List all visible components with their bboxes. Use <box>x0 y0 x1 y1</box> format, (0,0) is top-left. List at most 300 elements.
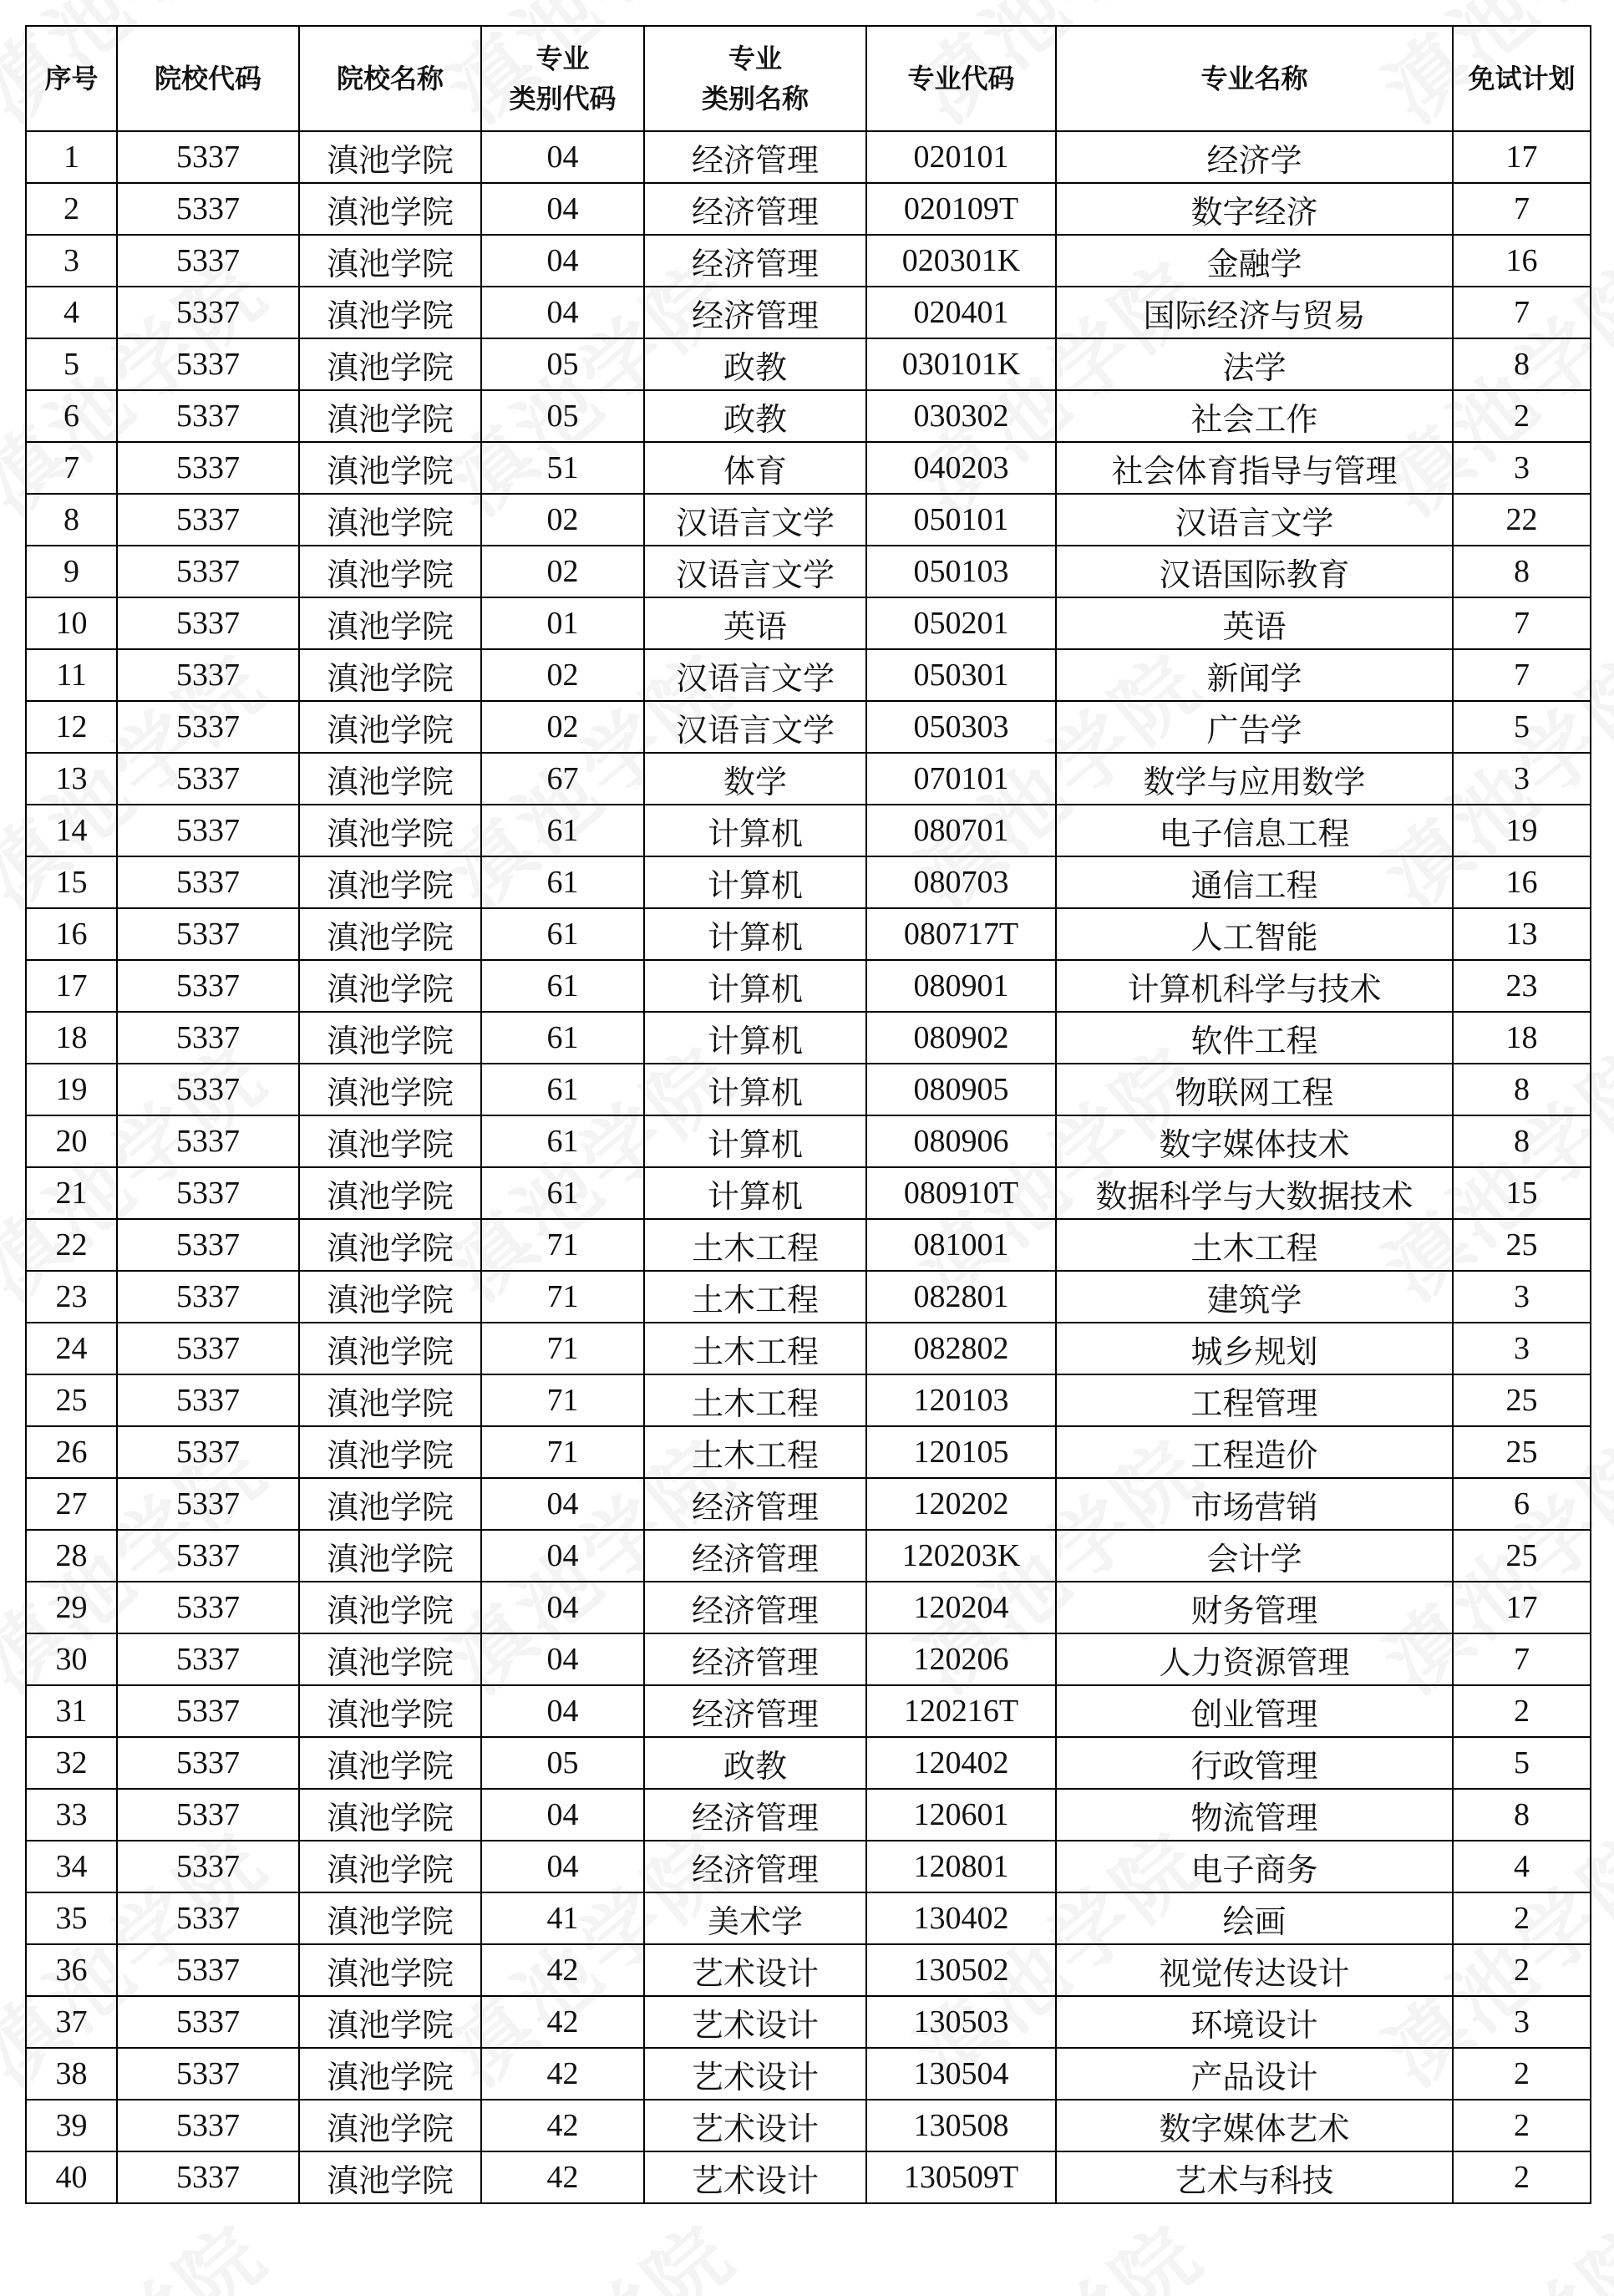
school-name-cell: 滇池学院 <box>299 856 481 908</box>
table-row <box>26 546 1591 597</box>
major-name-cell: 人工智能 <box>1056 908 1453 960</box>
major-code-cell: 080910T <box>866 1167 1056 1219</box>
school-code-cell: 5337 <box>117 131 299 183</box>
category-code-cell: 02 <box>481 701 644 753</box>
school-code-cell: 5337 <box>117 1685 299 1737</box>
school-name-cell: 滇池学院 <box>299 1582 481 1633</box>
plan-cell: 2 <box>1453 1892 1591 1944</box>
school-code-cell: 5337 <box>117 1789 299 1841</box>
category-name-cell: 土木工程 <box>644 1323 866 1374</box>
category-code-cell: 61 <box>481 856 644 908</box>
table-row <box>26 1685 1591 1737</box>
school-code-cell: 5337 <box>117 1582 299 1633</box>
table-row <box>26 1478 1591 1530</box>
major-code-cell: 050201 <box>866 597 1056 649</box>
school-code-cell: 5337 <box>117 1167 299 1219</box>
major-code-cell: 020109T <box>866 183 1056 235</box>
seq-cell: 18 <box>26 1012 117 1064</box>
major-name-cell: 数据科学与大数据技术 <box>1056 1167 1453 1219</box>
category-code-cell: 61 <box>481 908 644 960</box>
major-code-cell: 120206 <box>866 1633 1056 1685</box>
seq-cell: 21 <box>26 1167 117 1219</box>
watermark-text <box>0 2193 287 2296</box>
major-name-cell: 电子信息工程 <box>1056 805 1453 856</box>
table-row <box>26 1892 1591 1944</box>
major-code-cell: 120202 <box>866 1478 1056 1530</box>
category-code-cell: 05 <box>481 390 644 442</box>
table-row <box>26 1374 1591 1426</box>
table-row <box>26 1789 1591 1841</box>
table-header <box>26 26 1591 131</box>
category-name-cell: 艺术设计 <box>644 2048 866 2100</box>
category-name-cell: 土木工程 <box>644 1271 866 1323</box>
plan-cell: 7 <box>1453 183 1591 235</box>
school-name-cell: 滇池学院 <box>299 494 481 546</box>
school-code-cell: 5337 <box>117 1064 299 1115</box>
plan-cell: 8 <box>1453 546 1591 597</box>
major-name-cell: 视觉传达设计 <box>1056 1944 1453 1996</box>
table-row <box>26 1996 1591 2048</box>
school-code-cell: 5337 <box>117 287 299 338</box>
major-code-cell: 080703 <box>866 856 1056 908</box>
major-name-cell: 数学与应用数学 <box>1056 753 1453 805</box>
major-code-cell: 080902 <box>866 1012 1056 1064</box>
plan-cell: 22 <box>1453 494 1591 546</box>
major-name-cell: 金融学 <box>1056 235 1453 287</box>
major-code-cell: 050101 <box>866 494 1056 546</box>
seq-cell: 30 <box>26 1633 117 1685</box>
major-name-cell: 艺术与科技 <box>1056 2151 1453 2203</box>
table-row <box>26 1582 1591 1633</box>
major-name-cell: 软件工程 <box>1056 1012 1453 1064</box>
school-name-cell: 滇池学院 <box>299 390 481 442</box>
school-code-cell: 5337 <box>117 1478 299 1530</box>
school-name-cell: 滇池学院 <box>299 1841 481 1892</box>
category-name-cell: 计算机 <box>644 856 866 908</box>
major-name-cell: 国际经济与贸易 <box>1056 287 1453 338</box>
major-name-cell: 城乡规划 <box>1056 1323 1453 1374</box>
category-name-cell: 政教 <box>644 338 866 390</box>
school-code-cell: 5337 <box>117 1374 299 1426</box>
table-row <box>26 805 1591 856</box>
seq-cell: 25 <box>26 1374 117 1426</box>
plan-cell: 7 <box>1453 649 1591 701</box>
plan-cell: 8 <box>1453 338 1591 390</box>
major-code-cell: 050103 <box>866 546 1056 597</box>
category-name-cell: 英语 <box>644 597 866 649</box>
category-code-cell: 04 <box>481 287 644 338</box>
table-row <box>26 1530 1591 1582</box>
seq-cell: 26 <box>26 1426 117 1478</box>
major-code-cell: 130502 <box>866 1944 1056 1996</box>
table-row <box>26 1271 1591 1323</box>
school-code-cell: 5337 <box>117 494 299 546</box>
category-code-cell: 04 <box>481 1841 644 1892</box>
major-code-cell: 120204 <box>866 1582 1056 1633</box>
header-major-name: 专业名称 <box>1056 26 1453 131</box>
school-code-cell: 5337 <box>117 753 299 805</box>
school-name-cell: 滇池学院 <box>299 235 481 287</box>
category-name-cell: 计算机 <box>644 960 866 1012</box>
school-name-cell: 滇池学院 <box>299 1064 481 1115</box>
seq-cell: 17 <box>26 960 117 1012</box>
seq-cell: 24 <box>26 1323 117 1374</box>
school-code-cell: 5337 <box>117 1737 299 1789</box>
plan-cell: 3 <box>1453 753 1591 805</box>
table-row <box>26 1167 1591 1219</box>
category-code-cell: 42 <box>481 1944 644 1996</box>
category-name-cell: 经济管理 <box>644 1582 866 1633</box>
school-name-cell: 滇池学院 <box>299 1633 481 1685</box>
plan-cell: 15 <box>1453 1167 1591 1219</box>
table-row <box>26 1426 1591 1478</box>
table-row <box>26 1737 1591 1789</box>
seq-cell: 9 <box>26 546 117 597</box>
category-code-cell: 04 <box>481 1685 644 1737</box>
major-code-cell: 120801 <box>866 1841 1056 1892</box>
school-code-cell: 5337 <box>117 960 299 1012</box>
school-name-cell: 滇池学院 <box>299 1012 481 1064</box>
seq-cell: 13 <box>26 753 117 805</box>
header-plan: 免试计划 <box>1453 26 1591 131</box>
header-category-code <box>481 26 644 131</box>
category-name-cell: 美术学 <box>644 1892 866 1944</box>
school-code-cell: 5337 <box>117 1115 299 1167</box>
plan-cell: 17 <box>1453 1582 1591 1633</box>
exam-exempt-plan-table <box>25 25 1591 2204</box>
category-code-cell: 04 <box>481 1633 644 1685</box>
school-name-cell: 滇池学院 <box>299 701 481 753</box>
plan-table-container <box>25 25 1590 2204</box>
category-name-cell: 土木工程 <box>644 1426 866 1478</box>
major-name-cell: 通信工程 <box>1056 856 1453 908</box>
seq-cell: 19 <box>26 1064 117 1115</box>
seq-cell: 28 <box>26 1530 117 1582</box>
major-code-cell: 030302 <box>866 390 1056 442</box>
category-name-cell: 经济管理 <box>644 1530 866 1582</box>
category-name-cell: 经济管理 <box>644 1633 866 1685</box>
plan-cell: 3 <box>1453 1996 1591 2048</box>
table-row <box>26 1944 1591 1996</box>
header-major-code: 专业代码 <box>866 26 1056 131</box>
category-code-cell: 41 <box>481 1892 644 1944</box>
major-name-cell: 汉语言文学 <box>1056 494 1453 546</box>
school-code-cell: 5337 <box>117 649 299 701</box>
major-name-cell: 计算机科学与技术 <box>1056 960 1453 1012</box>
seq-cell: 3 <box>26 235 117 287</box>
plan-cell: 25 <box>1453 1530 1591 1582</box>
table-row <box>26 1219 1591 1271</box>
school-code-cell: 5337 <box>117 1219 299 1271</box>
category-code-cell: 01 <box>481 597 644 649</box>
school-name-cell: 滇池学院 <box>299 183 481 235</box>
school-name-cell: 滇池学院 <box>299 1219 481 1271</box>
major-code-cell: 120203K <box>866 1530 1056 1582</box>
plan-cell: 2 <box>1453 2100 1591 2151</box>
table-row <box>26 1633 1591 1685</box>
plan-cell: 13 <box>1453 908 1591 960</box>
plan-cell: 6 <box>1453 1478 1591 1530</box>
category-name-cell: 计算机 <box>644 908 866 960</box>
major-code-cell: 130504 <box>866 2048 1056 2100</box>
category-code-cell: 67 <box>481 753 644 805</box>
seq-cell: 6 <box>26 390 117 442</box>
category-name-cell: 经济管理 <box>644 183 866 235</box>
category-name-cell: 计算机 <box>644 1064 866 1115</box>
plan-cell: 8 <box>1453 1064 1591 1115</box>
table-row <box>26 442 1591 494</box>
major-name-cell: 法学 <box>1056 338 1453 390</box>
category-name-cell: 经济管理 <box>644 287 866 338</box>
major-name-cell: 会计学 <box>1056 1530 1453 1582</box>
school-code-cell: 5337 <box>117 805 299 856</box>
major-code-cell: 020101 <box>866 131 1056 183</box>
category-name-cell: 艺术设计 <box>644 1944 866 1996</box>
category-name-cell: 计算机 <box>644 1167 866 1219</box>
category-name-cell: 经济管理 <box>644 1841 866 1892</box>
category-code-cell: 61 <box>481 1167 644 1219</box>
category-name-cell: 经济管理 <box>644 1789 866 1841</box>
seq-cell: 20 <box>26 1115 117 1167</box>
table-row <box>26 856 1591 908</box>
school-code-cell: 5337 <box>117 183 299 235</box>
major-code-cell: 120216T <box>866 1685 1056 1737</box>
table-row <box>26 390 1591 442</box>
category-code-cell: 42 <box>481 2048 644 2100</box>
school-code-cell: 5337 <box>117 701 299 753</box>
category-code-cell: 71 <box>481 1374 644 1426</box>
table-row <box>26 1115 1591 1167</box>
category-code-cell: 71 <box>481 1271 644 1323</box>
major-name-cell: 英语 <box>1056 597 1453 649</box>
plan-cell: 5 <box>1453 1737 1591 1789</box>
major-name-cell: 电子商务 <box>1056 1841 1453 1892</box>
plan-cell: 2 <box>1453 1685 1591 1737</box>
major-name-cell: 市场营销 <box>1056 1478 1453 1530</box>
category-name-cell: 汉语言文学 <box>644 649 866 701</box>
school-name-cell: 滇池学院 <box>299 1892 481 1944</box>
table-body <box>26 131 1591 2203</box>
category-code-cell: 05 <box>481 1737 644 1789</box>
table-row <box>26 908 1591 960</box>
category-code-cell: 04 <box>481 183 644 235</box>
category-code-cell: 71 <box>481 1323 644 1374</box>
major-code-cell: 030101K <box>866 338 1056 390</box>
school-code-cell: 5337 <box>117 1323 299 1374</box>
table-row <box>26 183 1591 235</box>
header-school-name: 院校名称 <box>299 26 481 131</box>
category-code-cell: 61 <box>481 960 644 1012</box>
major-code-cell: 070101 <box>866 753 1056 805</box>
category-name-cell: 体育 <box>644 442 866 494</box>
seq-cell: 39 <box>26 2100 117 2151</box>
major-name-cell: 社会工作 <box>1056 390 1453 442</box>
seq-cell: 10 <box>26 597 117 649</box>
major-code-cell: 050303 <box>866 701 1056 753</box>
plan-cell: 3 <box>1453 1323 1591 1374</box>
seq-cell: 35 <box>26 1892 117 1944</box>
seq-cell: 40 <box>26 2151 117 2203</box>
category-name-cell: 数学 <box>644 753 866 805</box>
school-name-cell: 滇池学院 <box>299 1271 481 1323</box>
school-code-cell: 5337 <box>117 908 299 960</box>
major-name-cell: 新闻学 <box>1056 649 1453 701</box>
school-name-cell: 滇池学院 <box>299 805 481 856</box>
major-name-cell: 人力资源管理 <box>1056 1633 1453 1685</box>
category-code-cell: 42 <box>481 2151 644 2203</box>
major-code-cell: 120105 <box>866 1426 1056 1478</box>
major-code-cell: 130508 <box>866 2100 1056 2151</box>
seq-cell: 23 <box>26 1271 117 1323</box>
category-code-cell: 71 <box>481 1219 644 1271</box>
seq-cell: 7 <box>26 442 117 494</box>
seq-cell: 27 <box>26 1478 117 1530</box>
school-code-cell: 5337 <box>117 2151 299 2203</box>
school-name-cell: 滇池学院 <box>299 442 481 494</box>
plan-cell: 2 <box>1453 2048 1591 2100</box>
major-name-cell: 环境设计 <box>1056 1996 1453 2048</box>
school-name-cell: 滇池学院 <box>299 1530 481 1582</box>
watermark-text <box>1357 2193 1614 2296</box>
seq-cell: 12 <box>26 701 117 753</box>
school-code-cell: 5337 <box>117 1271 299 1323</box>
header-category-name <box>644 26 866 131</box>
seq-cell: 29 <box>26 1582 117 1633</box>
school-code-cell: 5337 <box>117 2048 299 2100</box>
table-row <box>26 287 1591 338</box>
major-code-cell: 082802 <box>866 1323 1056 1374</box>
category-name-cell: 汉语言文学 <box>644 701 866 753</box>
category-code-cell: 42 <box>481 1996 644 2048</box>
school-code-cell: 5337 <box>117 442 299 494</box>
seq-cell: 31 <box>26 1685 117 1737</box>
school-name-cell: 滇池学院 <box>299 1167 481 1219</box>
category-name-cell: 经济管理 <box>644 131 866 183</box>
category-code-cell: 04 <box>481 1530 644 1582</box>
seq-cell: 15 <box>26 856 117 908</box>
plan-cell: 2 <box>1453 390 1591 442</box>
plan-cell: 4 <box>1453 1841 1591 1892</box>
major-name-cell: 物流管理 <box>1056 1789 1453 1841</box>
school-code-cell: 5337 <box>117 1012 299 1064</box>
seq-cell: 34 <box>26 1841 117 1892</box>
school-name-cell: 滇池学院 <box>299 1944 481 1996</box>
table-row <box>26 2048 1591 2100</box>
plan-cell: 16 <box>1453 856 1591 908</box>
major-name-cell: 行政管理 <box>1056 1737 1453 1789</box>
major-name-cell: 建筑学 <box>1056 1271 1453 1323</box>
plan-cell: 2 <box>1453 1944 1591 1996</box>
major-code-cell: 080901 <box>866 960 1056 1012</box>
school-code-cell: 5337 <box>117 2100 299 2151</box>
major-code-cell: 120601 <box>866 1789 1056 1841</box>
school-code-cell: 5337 <box>117 1996 299 2048</box>
school-name-cell: 滇池学院 <box>299 2048 481 2100</box>
table-row <box>26 1323 1591 1374</box>
major-name-cell: 绘画 <box>1056 1892 1453 1944</box>
major-name-cell: 财务管理 <box>1056 1582 1453 1633</box>
watermark-text <box>889 2193 1224 2296</box>
school-name-cell: 滇池学院 <box>299 2151 481 2203</box>
major-name-cell: 工程造价 <box>1056 1426 1453 1478</box>
major-name-cell: 社会体育指导与管理 <box>1056 442 1453 494</box>
plan-cell: 16 <box>1453 235 1591 287</box>
header-category-name-line2: 类别名称 <box>701 83 809 114</box>
category-name-cell: 计算机 <box>644 805 866 856</box>
plan-cell: 5 <box>1453 701 1591 753</box>
category-name-cell: 计算机 <box>644 1115 866 1167</box>
major-code-cell: 080701 <box>866 805 1056 856</box>
seq-cell: 4 <box>26 287 117 338</box>
plan-cell: 25 <box>1453 1374 1591 1426</box>
school-name-cell: 滇池学院 <box>299 908 481 960</box>
category-code-cell: 04 <box>481 1582 644 1633</box>
school-name-cell: 滇池学院 <box>299 649 481 701</box>
seq-cell: 33 <box>26 1789 117 1841</box>
school-name-cell: 滇池学院 <box>299 1374 481 1426</box>
plan-cell: 3 <box>1453 1271 1591 1323</box>
table-row <box>26 597 1591 649</box>
seq-cell: 37 <box>26 1996 117 2048</box>
major-code-cell: 050301 <box>866 649 1056 701</box>
table-row <box>26 960 1591 1012</box>
school-code-cell: 5337 <box>117 1530 299 1582</box>
school-code-cell: 5337 <box>117 1944 299 1996</box>
category-code-cell: 02 <box>481 546 644 597</box>
header-row <box>26 26 1591 131</box>
plan-cell: 25 <box>1453 1219 1591 1271</box>
school-code-cell: 5337 <box>117 1633 299 1685</box>
category-code-cell: 61 <box>481 1115 644 1167</box>
table-row <box>26 235 1591 287</box>
major-code-cell: 040203 <box>866 442 1056 494</box>
school-code-cell: 5337 <box>117 390 299 442</box>
seq-cell: 22 <box>26 1219 117 1271</box>
seq-cell: 11 <box>26 649 117 701</box>
seq-cell: 36 <box>26 1944 117 1996</box>
major-code-cell: 130503 <box>866 1996 1056 2048</box>
school-name-cell: 滇池学院 <box>299 1737 481 1789</box>
school-name-cell: 滇池学院 <box>299 546 481 597</box>
plan-cell: 7 <box>1453 597 1591 649</box>
table-row <box>26 2151 1591 2203</box>
school-name-cell: 滇池学院 <box>299 1323 481 1374</box>
major-name-cell: 数字媒体技术 <box>1056 1115 1453 1167</box>
major-name-cell: 物联网工程 <box>1056 1064 1453 1115</box>
category-name-cell: 土木工程 <box>644 1219 866 1271</box>
school-name-cell: 滇池学院 <box>299 1115 481 1167</box>
major-code-cell: 080717T <box>866 908 1056 960</box>
category-code-cell: 71 <box>481 1426 644 1478</box>
school-name-cell: 滇池学院 <box>299 2100 481 2151</box>
category-code-cell: 04 <box>481 1478 644 1530</box>
category-code-cell: 05 <box>481 338 644 390</box>
school-code-cell: 5337 <box>117 1892 299 1944</box>
seq-cell: 14 <box>26 805 117 856</box>
plan-cell: 25 <box>1453 1426 1591 1478</box>
category-code-cell: 02 <box>481 494 644 546</box>
major-name-cell: 经济学 <box>1056 131 1453 183</box>
category-name-cell: 政教 <box>644 390 866 442</box>
category-code-cell: 02 <box>481 649 644 701</box>
seq-cell: 5 <box>26 338 117 390</box>
major-code-cell: 020401 <box>866 287 1056 338</box>
plan-cell: 18 <box>1453 1012 1591 1064</box>
table-row <box>26 1012 1591 1064</box>
category-code-cell: 04 <box>481 131 644 183</box>
plan-cell: 17 <box>1453 131 1591 183</box>
category-name-cell: 土木工程 <box>644 1374 866 1426</box>
